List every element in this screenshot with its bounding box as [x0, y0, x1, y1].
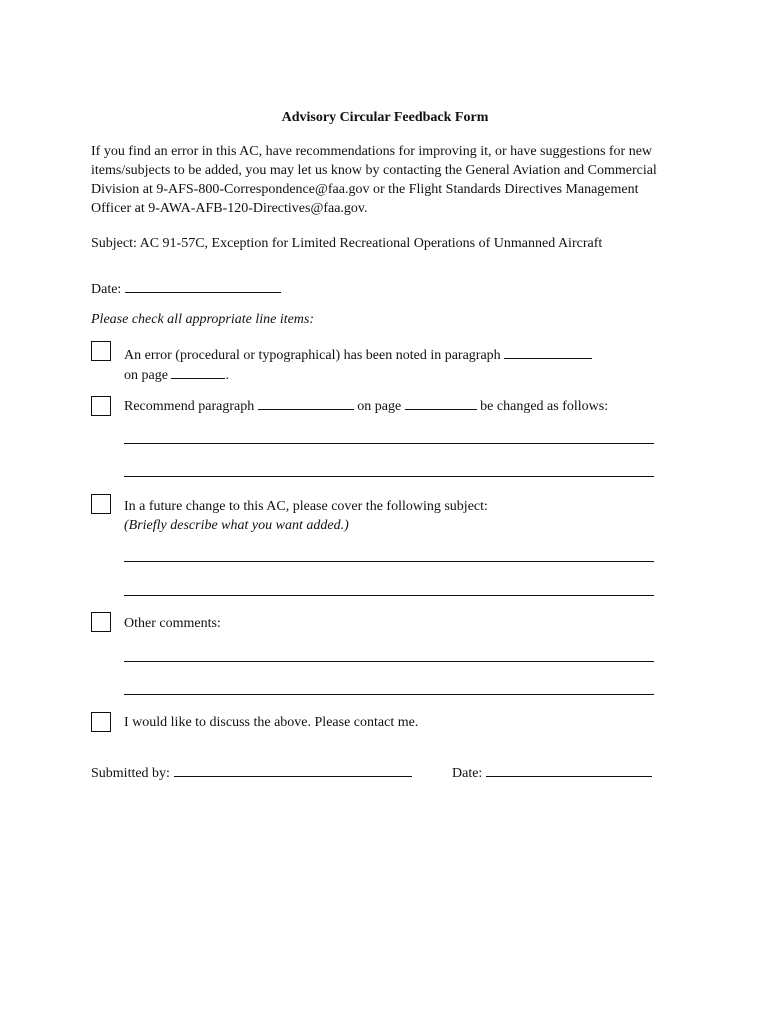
submitted-by-field — [91, 763, 412, 782]
recommend-write-line-1[interactable] — [124, 443, 654, 444]
recommend-write-line-2[interactable] — [124, 476, 654, 477]
subject-line: Subject: AC 91-57C, Exception for Limited Recreational Operations of Unmanned Aircraft — [91, 236, 603, 251]
future-write-line-1[interactable] — [124, 561, 654, 562]
checkbox-discuss[interactable] — [91, 712, 111, 732]
on-page-label: on page — [124, 368, 168, 383]
date-bottom-line[interactable] — [486, 763, 652, 777]
date-field-top — [91, 279, 281, 298]
item-other-text: Other comments: — [124, 616, 221, 631]
item-error-text — [124, 345, 664, 385]
page-blank[interactable] — [171, 365, 225, 379]
recommend-changed-label: be changed as follows: — [480, 399, 609, 414]
future-hint: (Briefly describe what you want added.) — [124, 518, 349, 533]
date-label: Date: — [91, 282, 122, 297]
form-title: Advisory Circular Feedback Form — [281, 110, 489, 125]
recommend-label: Recommend paragraph — [124, 399, 255, 414]
paragraph-blank[interactable] — [504, 345, 592, 359]
date-field-bottom — [452, 763, 652, 782]
period: . — [225, 368, 229, 383]
item-error-label: An error (procedural or typographical) has been noted in paragraph — [124, 348, 501, 363]
intro-paragraph: If you find an error in this AC, have recommendations for improving it, or have suggestions for new items/subjects to be added, you may let us know by contacting the General Aviation and Commercial Division at 9-AFS-800-Correspondence@faa.gov or the Flight Standards Directives Management Officer at 9-AWA-AFB-120-Directives@faa.gov. — [91, 144, 657, 216]
future-label: In a future change to this AC, please cover the following subject: — [124, 499, 488, 514]
checkbox-recommend[interactable] — [91, 396, 111, 416]
other-write-line-1[interactable] — [124, 661, 654, 662]
item-future-text — [124, 497, 664, 535]
submitted-by-line[interactable] — [174, 763, 412, 777]
submitted-by-label: Submitted by: — [91, 766, 170, 781]
item-recommend-text — [124, 396, 664, 416]
recommend-page-blank[interactable] — [405, 396, 477, 410]
instruction-text: Please check all appropriate line items: — [91, 312, 315, 327]
item-discuss-text: I would like to discuss the above. Please contact me. — [124, 715, 419, 730]
checkbox-error[interactable] — [91, 341, 111, 361]
checkbox-future[interactable] — [91, 494, 111, 514]
date-input-line[interactable] — [125, 279, 281, 293]
recommend-on-page-label: on page — [357, 399, 402, 414]
future-write-line-2[interactable] — [124, 595, 654, 596]
date-bottom-label: Date: — [452, 766, 483, 781]
checkbox-other[interactable] — [91, 612, 111, 632]
recommend-paragraph-blank[interactable] — [258, 396, 354, 410]
other-write-line-2[interactable] — [124, 694, 654, 695]
